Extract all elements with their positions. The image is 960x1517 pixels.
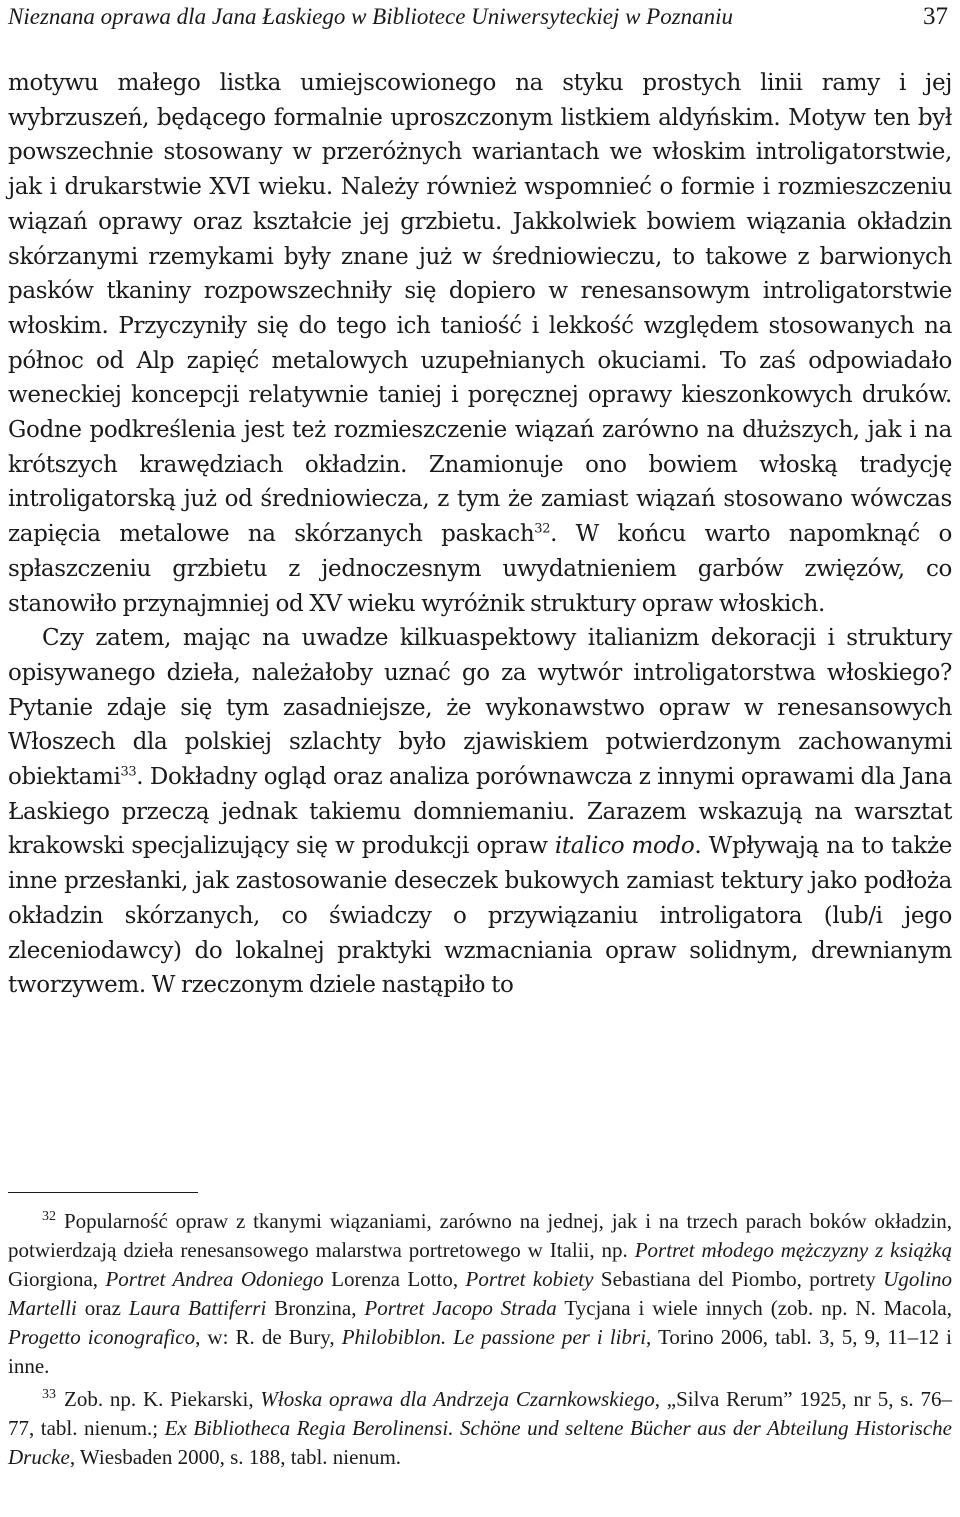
paragraph-2-text-end: . Wpływają na to także inne przesłanki, jak zastosowanie deseczek bukowych zamiast tektury jako podłoża okładzin skórzanych, co świadczy o przywiązaniu introligatora (lub/i jego zleceniodawcy) do lokalnej praktyki wzmacniania opraw solidnym, drewnianym tworzywem. W rzeczonym dziele nastąpiło to [8,833,953,999]
footnote-text: , w: R. de Bury, [195,1325,342,1349]
footnote-number: 32 [42,1209,56,1224]
footnote-title: Progetto iconografico [8,1325,196,1349]
footnote-text: Zob. np. K. Piekarski, [64,1387,261,1411]
footnote-title: Portret Andrea Odoniego [105,1267,324,1291]
footnote-number: 33 [42,1387,56,1402]
footnote-text: , Torino 2006, tabl. 3, 5, 9, 11–12 i inne. [8,1325,953,1378]
paragraph-2-text-cont: . Dokładny ogląd oraz analiza porównawcza z innymi oprawami dla Jana Łaskiego przeczą jednak takiemu domniemaniu. Zarazem wskazują na warsztat krakowski specjalizujący się w produkcji opraw [8,764,952,860]
footnote-title: Włoska oprawa dla Andrzeja Czarnkowskiego [260,1387,655,1411]
document-page [8,0,952,1517]
footnote-title: Ex Bibliotheca Regia Berolinensi. Schöne und seltene Bücher aus der Abteilung Historische Drucke [8,1416,952,1469]
running-head [8,2,952,36]
footnote-text: , „Silva Rerum” 1925, nr 5, s. 76–77, tabl. nienum.; [8,1387,952,1440]
footnote-33 [8,1385,952,1472]
footnote-title: Portret Jacopo Strada [364,1296,557,1320]
footnote-title: Ugolino Martelli [8,1267,952,1320]
italic-term: italico modo [554,833,695,860]
footnote-text: oraz [76,1296,129,1320]
footnote-text: Giorgiona, [8,1267,106,1291]
footnote-text: Bronzina, [266,1296,365,1320]
page-number: 37 [923,3,948,30]
footnote-text: , Wiesbaden 2000, s. 188, tabl. nienum. [69,1445,402,1469]
footnote-title: Portret młodego mężczyzny z książką [634,1238,952,1262]
footnotes [8,1207,952,1476]
footnote-text: Tycjana i wiele innych (zob. np. N. Macola, [556,1296,952,1320]
footnote-text: Sebastiana del Piombo, portrety [593,1267,884,1291]
footnote-title: Portret kobiety [465,1267,594,1291]
footnote-32 [8,1207,952,1381]
footnote-ref-32[interactable]: 32 [534,521,551,537]
paragraph-1-text-cont: . W końcu warto napomknąć o spłaszczeniu grzbietu z jednoczesnym uwydatnieniem garbów zwięzów, co stanowiło przynajmniej od XV wieku wyróżnik struktury opraw włoskich. [8,521,952,617]
footnote-separator [8,1192,198,1193]
footnote-ref-33[interactable]: 33 [120,764,137,780]
paragraph-1 [8,66,952,621]
footnote-title: Philobiblon. Le passione per i libri [341,1325,647,1349]
paragraph-2 [8,621,952,1003]
footnote-title: Laura Battiferri [128,1296,267,1320]
paragraph-2-text: Czy zatem, mając na uwadze kilkuaspektowy italianizm dekoracji i struktury opisywanego dzieła, należałoby uznać go za wytwór introligatorstwa włoskiego? Pytanie zdaje się tym zasadniejsze, że wykonawstwo opraw w renesansowych Włoszech dla polskiej szlachty było zjawiskiem potwierdzonym zachowanymi obiektami [8,625,952,791]
body-text [8,66,952,1003]
paragraph-1-text: motywu małego listka umiejscowionego na styku prostych linii ramy i jej wybrzuszeń, będącego formalnie uproszczonym listkiem aldyńskim. Motyw ten był powszechnie stosowany w przeróżnych wariantach we włoskim introligatorstwie, jak i drukarstwie XVI wieku. Należy również wspomnieć o formie i rozmieszczeniu wiązań oprawy oraz kształcie jej grzbietu. Jakkolwiek bowiem wiązania okładzin skórzanymi rzemykami były znane już w średniowieczu, to takowe z barwionych pasków tkaniny rozpowszechniły się dopiero w renesansowym introligatorstwie włoskim. Przyczyniły się do tego ich taniość i lekkość względem stosowanych na północ od Alp zapięć metalowych uzupełnianych okuciami. To zaś odpowiadało weneckiej koncepcji relatywnie taniej i poręcznej oprawy kieszonkowych druków. Godne podkreślenia jest też rozmieszczenie wiązań zarówno na dłuższych, jak i na krótszych krawędziach okładzin. Znamionuje ono bowiem włoską tradycję introligatorską już od średniowiecza, z tym że zamiast wiązań stosowano wówczas zapięcia metalowe na skórzanych paskach [8,70,952,548]
footnote-text: Popularność opraw z tkanymi wiązaniami, zarówno na jednej, jak i na trzech parach boków okładzin, potwierdzają dzieła renesansowego malarstwa portretowego w Italii, np. [8,1209,952,1262]
footnote-text: Lorenza Lotto, [323,1267,466,1291]
running-title: Nieznana oprawa dla Jana Łaskiego w Bibliotece Uniwersyteckiej w Poznaniu [8,4,734,29]
